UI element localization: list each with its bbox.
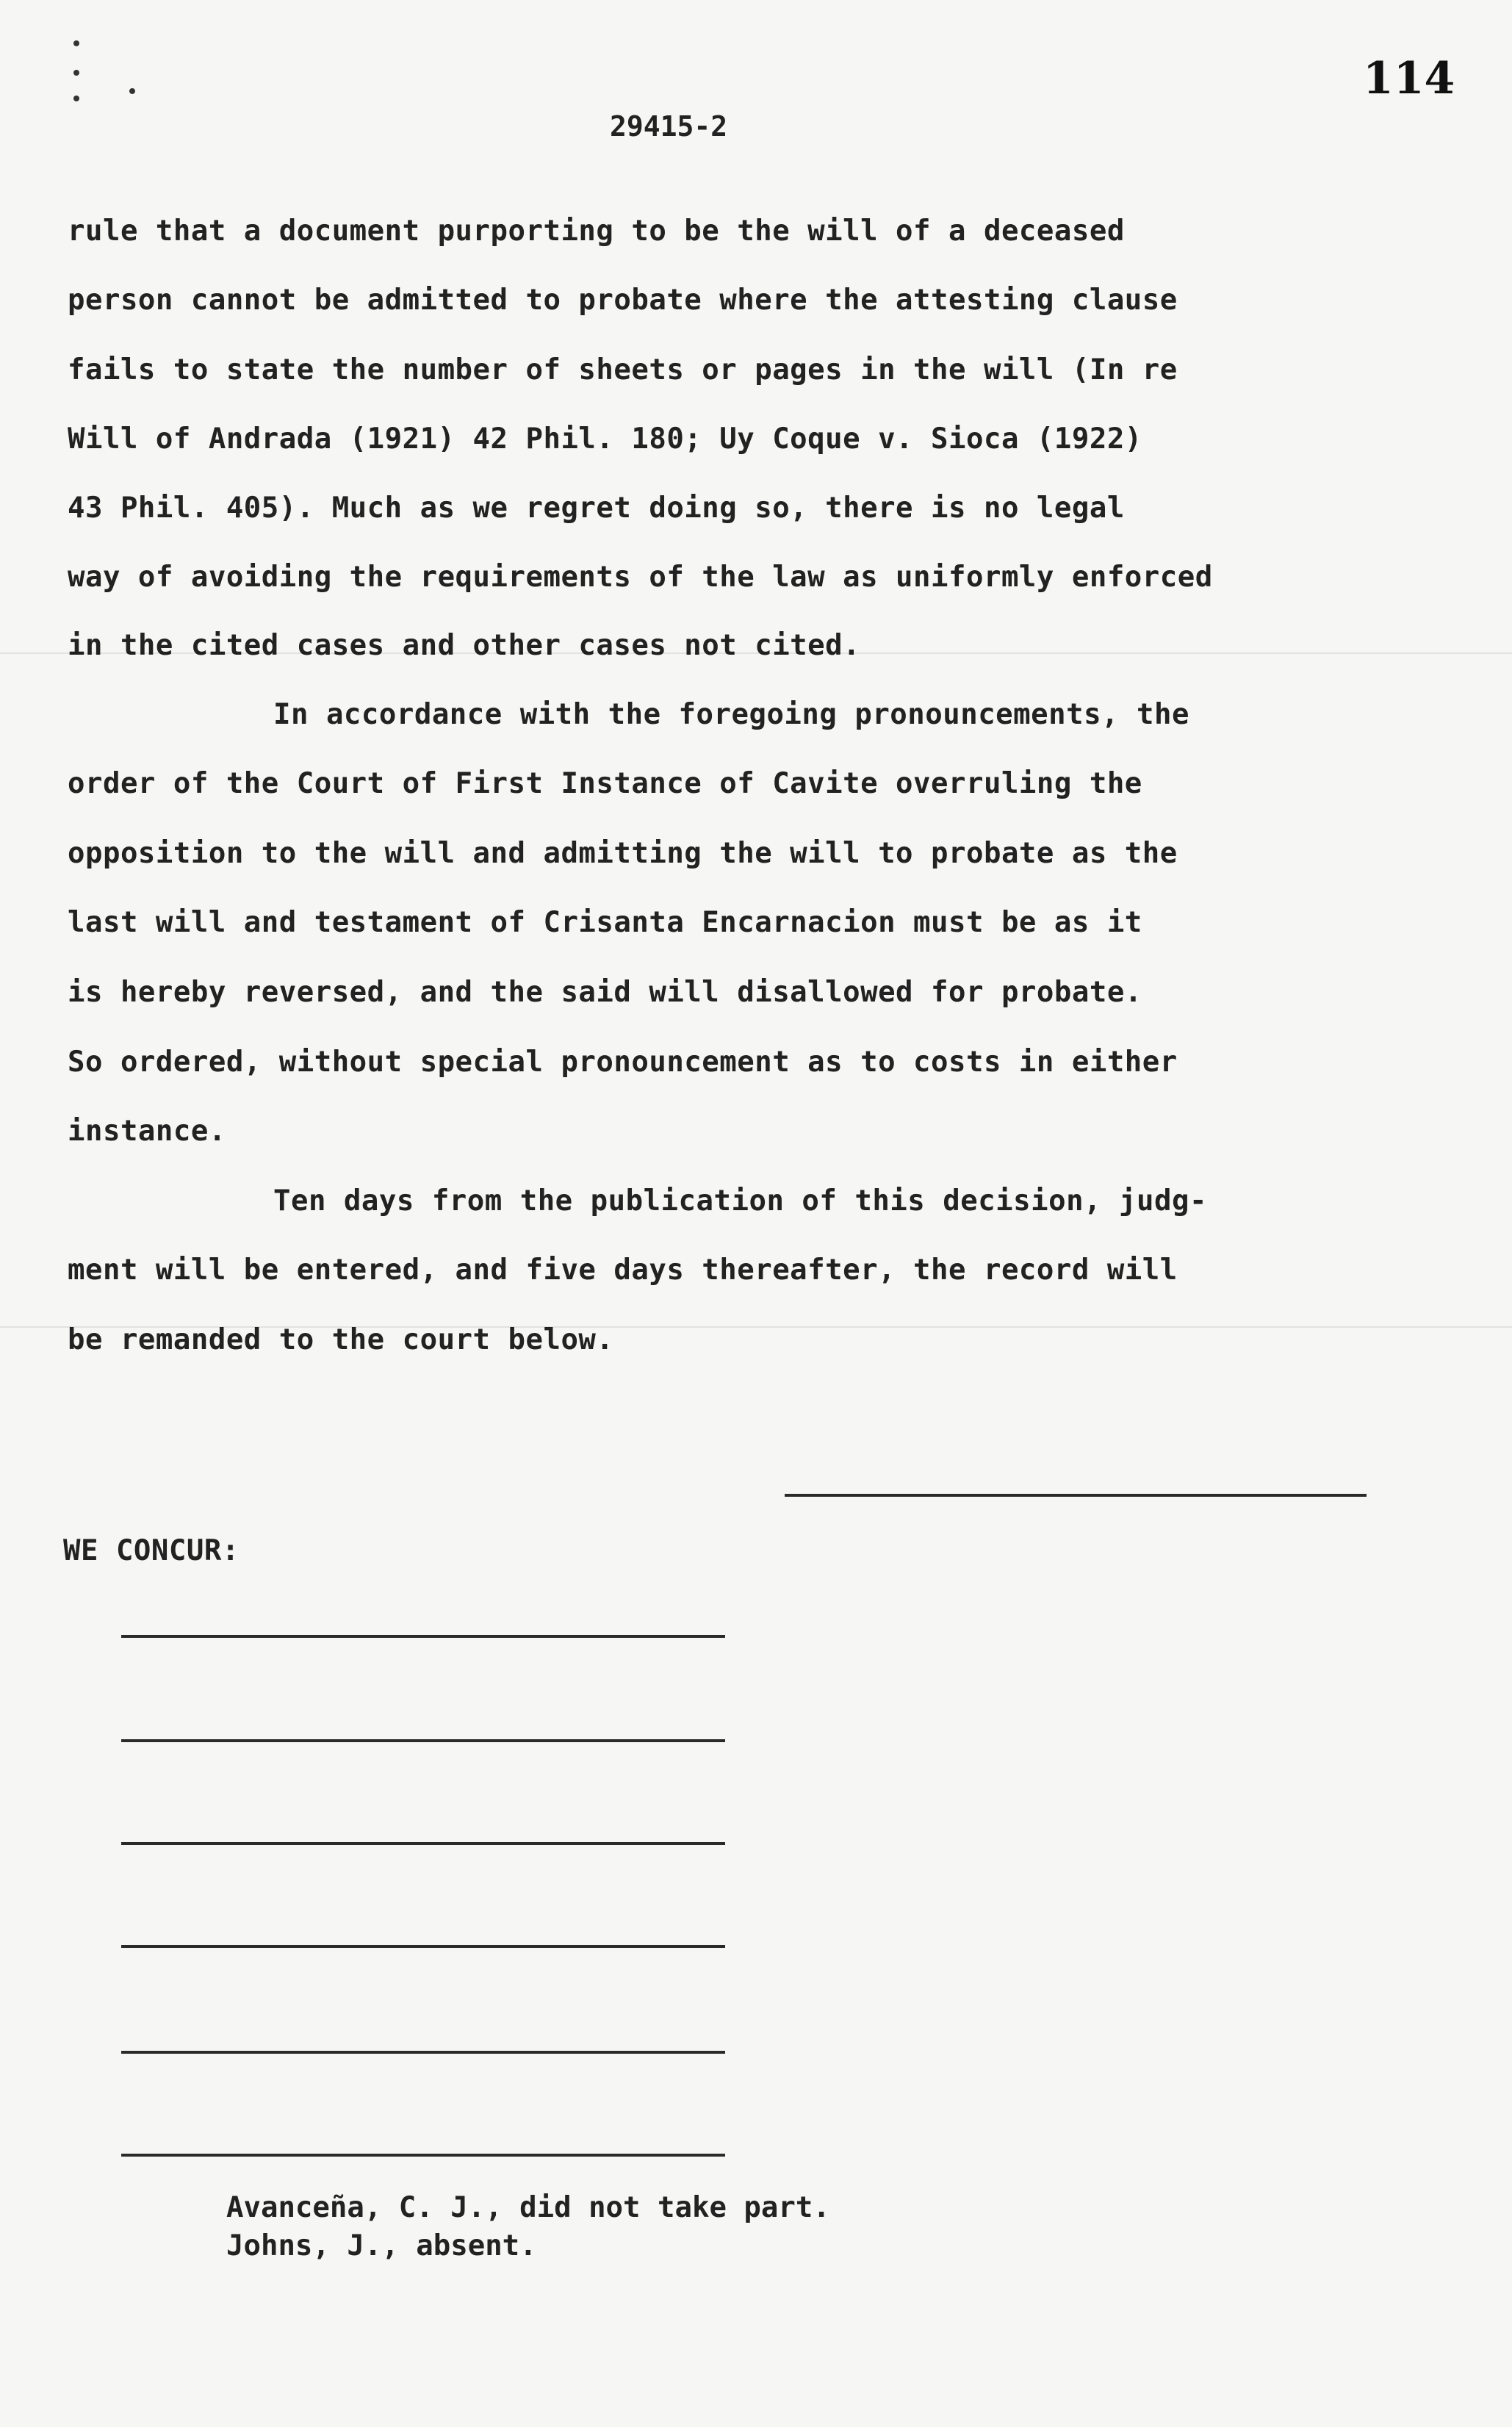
page-fold bbox=[0, 652, 1512, 654]
body-line: So ordered, without special pronouncement as to costs in either bbox=[68, 1046, 1178, 1079]
body-line: rule that a document purporting to be the will of a deceased bbox=[68, 215, 1125, 248]
signature-line bbox=[785, 1494, 1367, 1497]
signature-line bbox=[121, 1842, 725, 1845]
page-number: 114 bbox=[1363, 53, 1455, 104]
margin-mark bbox=[73, 40, 79, 46]
body-line: fails to state the number of sheets or pages in the will (In re bbox=[68, 353, 1178, 386]
concur-label: WE CONCUR: bbox=[63, 1534, 240, 1567]
avancena-note: Avanceña, C. J., did not take part. bbox=[226, 2191, 830, 2224]
signature-line bbox=[121, 2154, 725, 2157]
page-fold bbox=[0, 1326, 1512, 1328]
body-line: instance. bbox=[68, 1115, 226, 1148]
body-line: 43 Phil. 405). Much as we regret doing so, there is no legal bbox=[68, 492, 1125, 525]
margin-mark bbox=[73, 96, 79, 101]
bleed-through-text bbox=[66, 184, 1462, 213]
body-line: ment will be entered, and five days thereafter, the record will bbox=[68, 1254, 1178, 1287]
body-line: in the cited cases and other cases not cited. bbox=[68, 629, 861, 662]
document-number: 29415-2 bbox=[610, 110, 728, 143]
signature-line bbox=[121, 1945, 725, 1948]
johns-note: Johns, J., absent. bbox=[226, 2229, 537, 2262]
body-line: is hereby reversed, and the said will disallowed for probate. bbox=[68, 976, 1142, 1009]
body-line: Ten days from the publication of this decision, judg- bbox=[273, 1184, 1207, 1218]
body-line: order of the Court of First Instance of Cavite overruling the bbox=[68, 767, 1142, 800]
body-line: last will and testament of Crisanta Encarnacion must be as it bbox=[68, 906, 1142, 939]
body-line: Will of Andrada (1921) 42 Phil. 180; Uy Coque v. Sioca (1922) bbox=[68, 423, 1142, 456]
margin-mark bbox=[73, 70, 79, 76]
signature-line bbox=[121, 1739, 725, 1742]
signature-line bbox=[121, 1635, 725, 1638]
body-line: way of avoiding the requirements of the law as uniformly enforced bbox=[68, 561, 1213, 594]
signature-line bbox=[121, 2051, 725, 2054]
body-line: be remanded to the court below. bbox=[68, 1323, 614, 1356]
body-line: In accordance with the foregoing pronouncements, the bbox=[273, 698, 1189, 731]
body-line: person cannot be admitted to probate where the attesting clause bbox=[68, 284, 1178, 317]
body-line: opposition to the will and admitting the will to probate as the bbox=[68, 837, 1178, 870]
margin-mark bbox=[129, 88, 135, 94]
